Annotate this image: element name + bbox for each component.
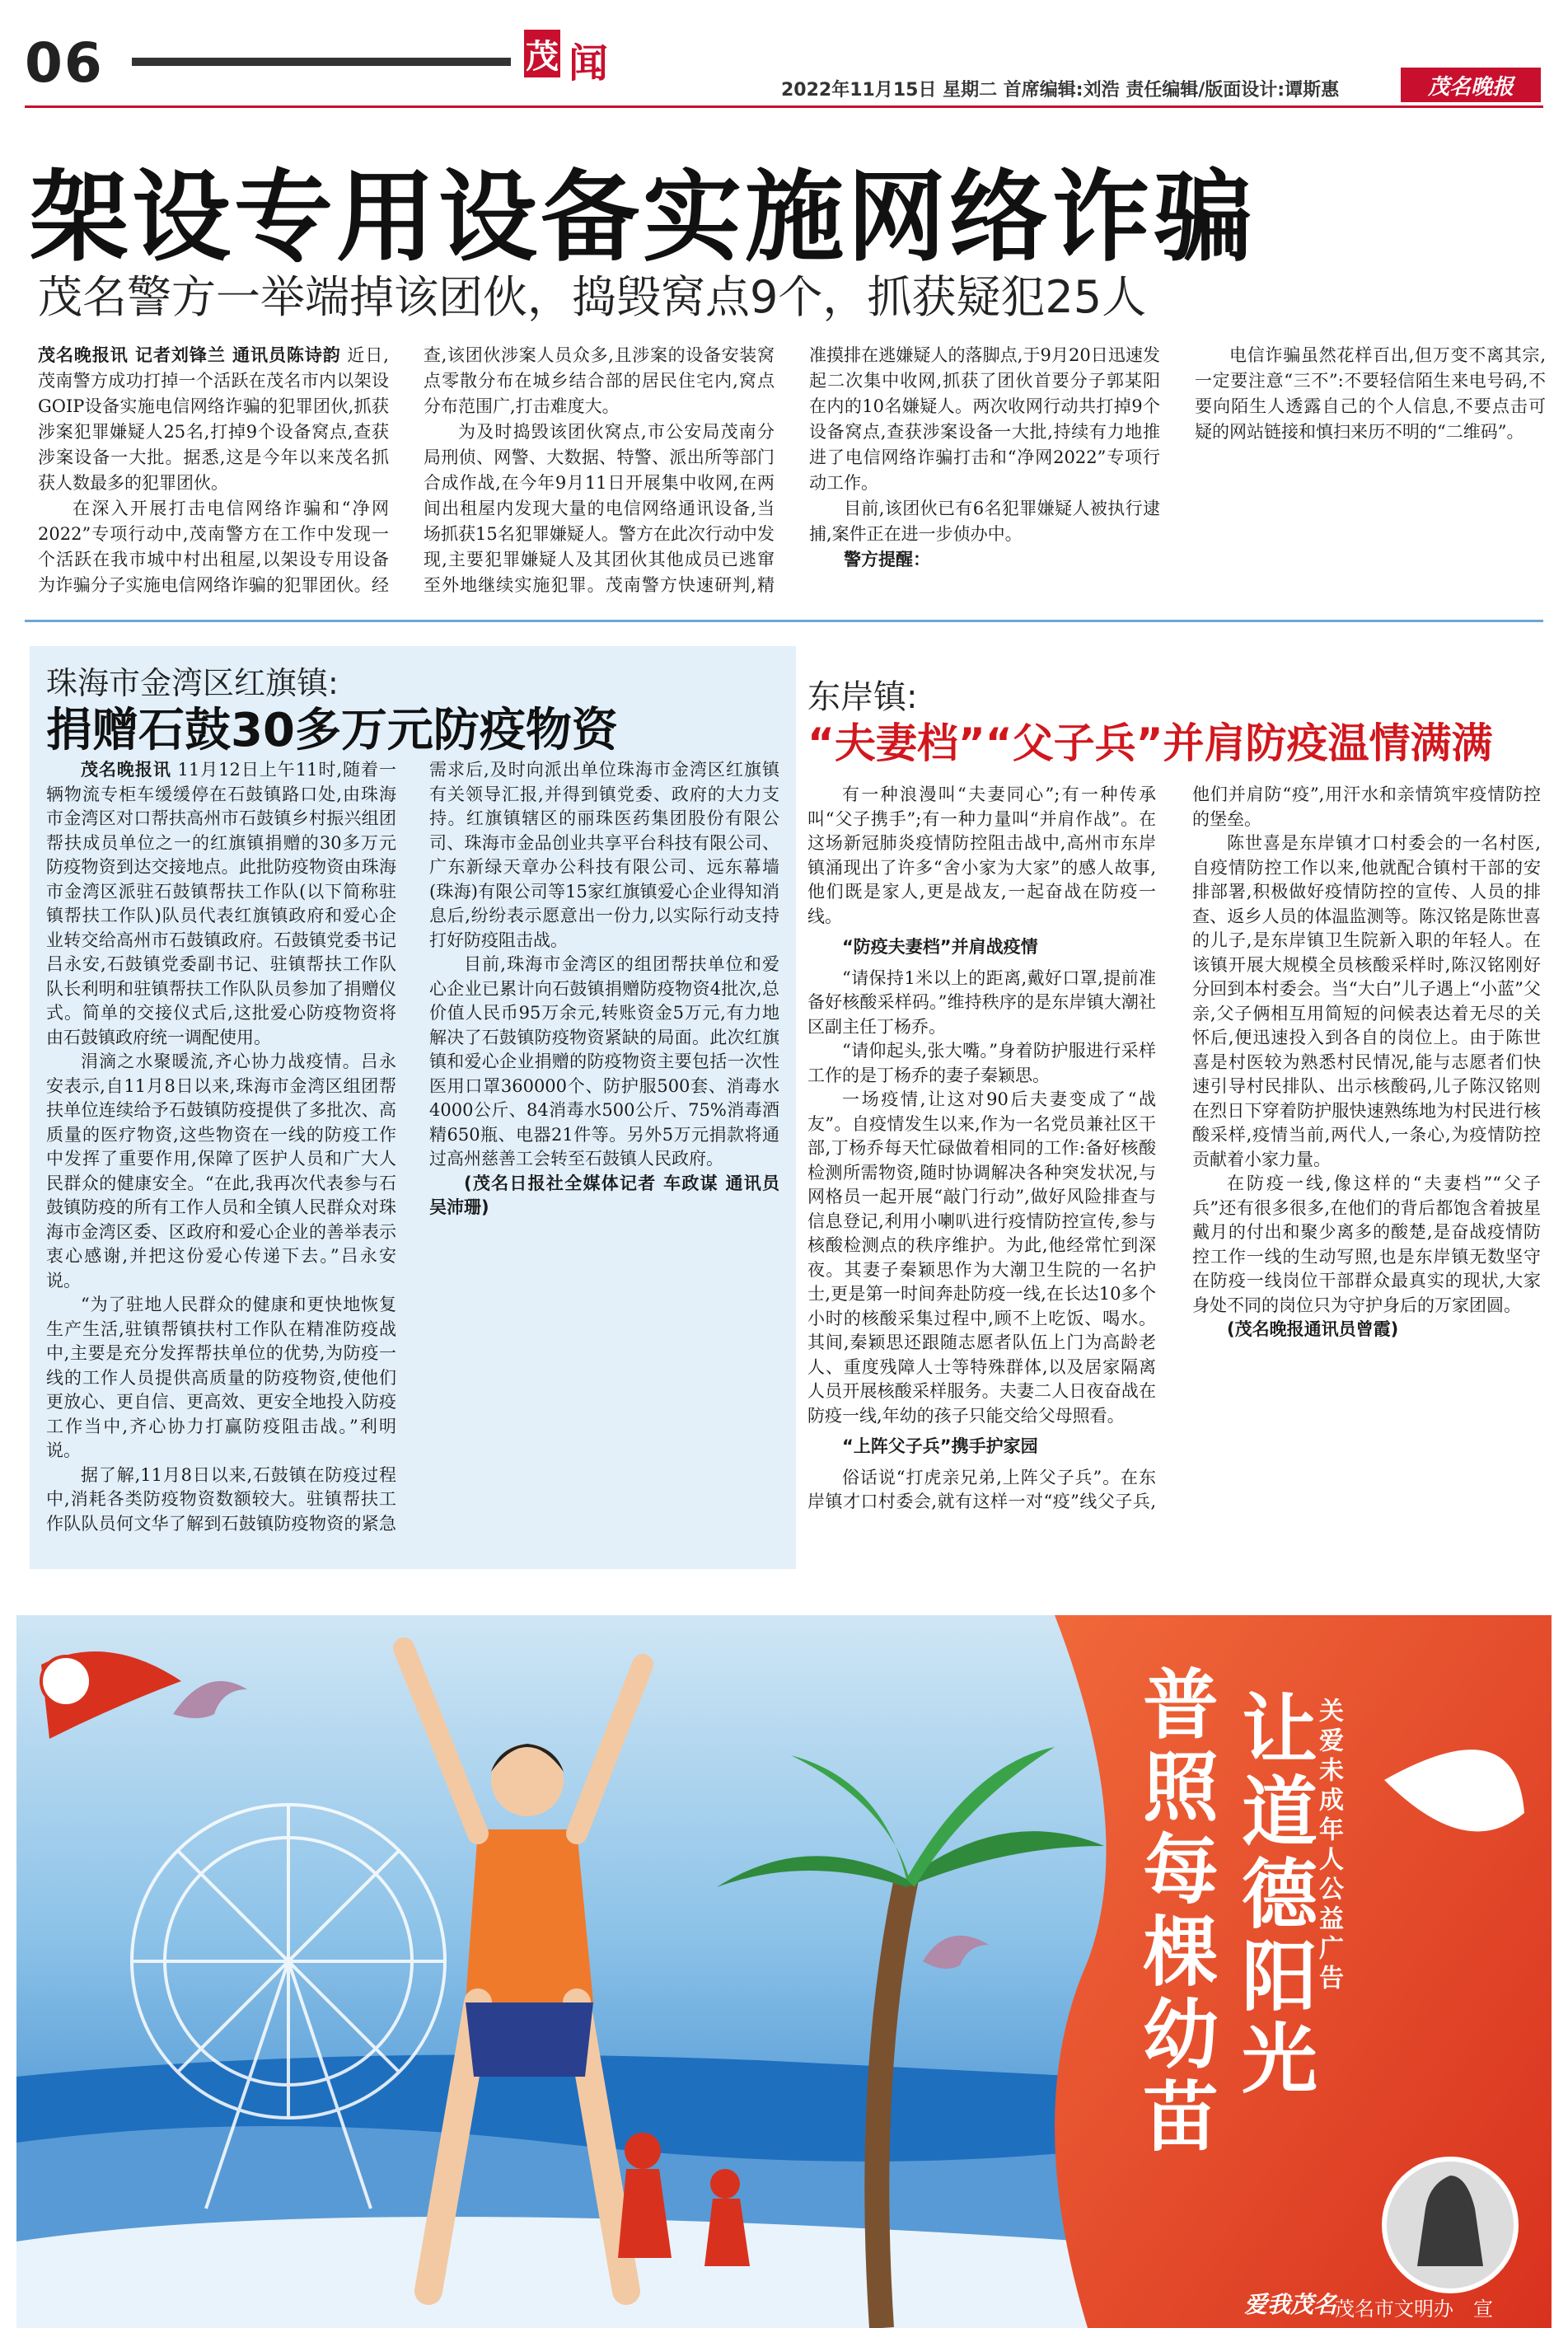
poster-slogan: 爱我茂名 (1244, 2291, 1337, 2318)
article3-paragraph: 陈世喜是东岸镇才口村委会的一名村医,自疫情防控工作以来,他就配合镇村干部的安排部署,积极做好疫情防控的宣传、人员的排查、返乡人员的体温监测等。陈汉铭是陈世喜的儿子,是东岸镇卫生院新入职的年轻人。在该镇开展大规模全员核酸采样时,陈汉铭刚好分回到本村委会。当“大白”儿子遇上“小蓝”父亲,父子俩相互用简短的问候表达着无尽的关怀后,便迅速投入到各自的岗位上。由于陈世喜是村医较为熟悉村民情况,能与志愿者们快速引导村民排队、出示核酸码,儿子陈汉铭则在烈日下穿着防护服快速熟练地为村民进行核酸采样,疫情当前,两代人,一条心,为疫情防控贡献着小家力量。 (1192, 833, 1541, 1169)
article3-body (807, 783, 1541, 1557)
poster-line1: 让道德阳光 (1229, 1689, 1318, 2101)
article3-paragraph: 一场疫情,让这对90后夫妻变成了“战友”。自疫情发生以来,作为一名党员兼社区干部,丁杨乔每天忙碌做着相同的工作:备好核酸检测所需物资,随时协调解决各种突发状况,与网格员一起开展“敲门行动”,做好风险排查与信息登记,利用小喇叭进行疫情防控宣传,参与核酸检测点的秩序维护。为此,他经常忙到深夜。其妻子秦颖思作为大潮卫生院的一名护士,更是第一时间奔赴防疫一线,在长达10多个小时的核酸采集过程中,顾不上吃饭、喝水。其间,秦颖思还跟随志愿者队伍上门为高龄老人、重度残障人士等特殊群体,以及居家隔离人员开展核酸采样服务。夫妻二人日夜奋战在防疫一线,年幼的孩子只能交给父母照看。 (807, 1089, 1156, 1426)
article2-credit: (茂名日报社全媒体记者 车政谋 通讯员 吴沛珊) (429, 1173, 779, 1217)
article3-paragraph: “请仰起头,张大嘴。”身着防护服进行采样工作的是丁杨乔的妻子秦颖思。 (807, 1041, 1156, 1085)
article3-paragraph: “请保持1米以上的距离,戴好口罩,提前准备好核酸采样码。”维持秩序的是东岸镇大潮社区副主任丁杨乔。 (807, 967, 1156, 1037)
article1-subtitle: 茂名警方一举端掉该团伙，捣毁窝点9个，抓获疑犯25人 (38, 271, 1147, 323)
article2-paragraph: 据了解,11月8日以来,石鼓镇在防疫过程中,消耗各类防疫物资数额较大。驻镇帮扶工作队队员何文华了解到石鼓镇防疫物资的紧急需求后,及时向派出单位珠海市金湾区红旗镇有关领导汇报,并得到镇党委、政府的大力支持。红旗镇辖区的丽珠医药集团股份有限公司、珠海市金品创业共享平台科技有限公司、广东新绿天章办公科技有限公司、远东幕墙(珠海)有限公司等15家红旗镇爱心企业得知消息后,纷纷表示愿意出一份力,以实际行动支持打好防疫阻击战。 (46, 760, 779, 1534)
header-divider (25, 105, 1543, 108)
article3-intro: 有一种浪漫叫“夫妻同心”;有一种传承叫“父子携手”;有一种力量叫“并肩作战”。在这场新冠肺炎疫情防控阻击战中,高州市东岸镇涌现出了许多“舍小家为大家”的感人故事,他们既是家人,更是战友,一起奋战在防疫一线。 (807, 785, 1156, 926)
article3-credit: (茂名晚报通讯员曾霞) (1227, 1319, 1399, 1339)
article1-paragraph: 为及时捣毁该团伙窝点,市公安局茂南分局刑侦、网警、大数据、特警、派出所等部门合成作战,在今年9月11日开展集中收网,在两间出租屋内发现大量的电信网络通讯设备,当场抓获15名犯罪嫌疑人。警方在此次行动中发现,主要犯罪嫌疑人及其团伙其他成员已逃窜至外地继续实施犯罪。茂南警方快速研判,精准摸排在逃嫌疑人的落脚点,于9月20日迅速发起二次集中收网,抓获了团伙首要分子郭某阳在内的10名嫌疑人。两次收网行动共打掉9个设备窝点,查获涉案设备一大批,持续有力地推进了电信网络诈骗打击和“净网2022”专项行动工作。 (424, 345, 1160, 595)
article2-byline: 茂名晚报讯 (81, 760, 171, 780)
article1-paragraph: 目前,该团伙已有6名犯罪嫌疑人被执行逮捕,案件正在进一步侦办中。 (809, 499, 1160, 544)
article2-paragraph: 涓滴之水聚暖流,齐心协力战疫情。吕永安表示,自11月8日以来,珠海市金湾区组团帮扶单位连续给予石鼓镇防疫提供了多批次、高质量的医疗物资,这些物资在一线的防疫工作中发挥了重要作用,保障了医护人员和广大人民群众的健康安全。“在此,我再次代表参与石鼓镇防疫的所有工作人员和全镇人民群众对珠海市金湾区委、区政府和爱心企业的善举表示衷心感谢,并把这份爱心传递下去。”吕永安说。 (46, 1052, 396, 1290)
article1-tip-text: 电信诈骗虽然花样百出,但万变不离其宗,一定要注意“三不”:不要轻信陌生来电号码,不要向陌生人透露自己的个人信息,不要点击可疑的网站链接和慎扫来历不明的“二维码”。 (1195, 345, 1546, 442)
article2-paragraph: 目前,珠海市金湾区的组团帮扶单位和爱心企业已累计向石鼓镇捐赠防疫物资4批次,总价值人民币95万余元,转账资金5万元,有力地解决了石鼓镇防疫物资紧缺的局面。此次红旗镇和爱心企业捐赠的防疫物资主要包括一次性医用口罩360000个、防护服500套、消毒水4000公斤、84消毒水500公斤、75%消毒酒精650瓶、电器21件等。另外5万元捐款将通过高州慈善工会转至石鼓镇人民政府。 (429, 954, 779, 1169)
poster-caption: 关爱未成年人公益广告 (1314, 1698, 1343, 1994)
article3-title: “夫妻档”“父子兵”并肩防疫温情满满 (807, 719, 1493, 767)
page-number: 06 (25, 31, 104, 95)
article1-byline: 茂名晚报讯 记者刘锋兰 通讯员陈诗韵 (38, 345, 341, 365)
column-mark: 茂 (524, 30, 560, 77)
article2-kicker: 珠海市金湾区红旗镇: (46, 665, 339, 701)
article1-title: 架设专用设备实施网络诈骗 (30, 161, 1256, 275)
article3-paragraph: 在防疫一线,像这样的“夫妻档”“父子兵”还有很多很多,在他们的背后都饱含着披星戴月的付出和聚少离多的酸楚,是奋战疫情防控工作一线的生动写照,也是东岸镇无数坚守在防疫一线岗位干部群众最真实的现状,大家身处不同的岗位只为守护身后的万家团圆。 (1192, 1173, 1541, 1315)
article2-paragraph: “为了驻地人民群众的健康和更快地恢复生产生活,驻镇帮镇扶村工作队在精准防疫战中,主要是充分发挥帮扶单位的优势,为防疫一线的工作人员提供高质量的防疫物资,使他们更放心、更自信、更高效、更安全地投入防疫工作当中,齐心协力打赢防疫阻击战。”利明说。 (46, 1295, 396, 1460)
article2-title: 捐赠石鼓30多万元防疫物资 (46, 704, 618, 757)
emblem-icon (41, 1656, 91, 1706)
article1-paragraph: 在深入开展打击电信网络诈骗和“净网2022”专项行动中,茂南警方在工作中发现一个活跃在我市城中村出租屋,以架设专用设备为诈骗分子实施电信网络诈骗的犯罪团伙。经查,该团伙涉案人员众多,且涉案的设备安装窝点零散分布在城乡结合部的居民住宅内,窝点分布范围广,打击难度大。 (38, 345, 775, 595)
dateline: 2022年11月15日 星期二 首席编辑:刘浩 责任编辑/版面设计:谭斯惠 (781, 80, 1340, 101)
article2-body (46, 758, 779, 1557)
masthead-logo: 茂名晚报 (1401, 68, 1541, 102)
header-rule (132, 58, 511, 66)
poster-organizer: 茂名市文明办 宣 (1335, 2298, 1493, 2321)
article3-subhead: “上阵父子兵”携手护家园 (842, 1436, 1038, 1456)
article3-subhead: “防疫夫妻档”并肩战疫情 (842, 937, 1038, 957)
article1-tip-title: 警方提醒： (844, 550, 930, 569)
article3-kicker: 东岸镇: (807, 678, 918, 716)
public-service-poster (16, 1615, 1552, 2328)
section-divider (25, 620, 1543, 622)
poster-line2: 普照每棵幼苗 (1130, 1665, 1219, 2159)
article3-paragraph: 俗话说“打虎亲兄弟,上阵父子兵”。在东岸镇才口村委会,就有这样一对“疫”线父子兵,他们并肩防“疫”,用汗水和亲情筑牢疫情防控的堡垒。 (807, 785, 1541, 1511)
article2-paragraph: 11月12日上午11时,随着一辆物流专柜车缓缓停在石鼓镇路口处,由珠海市金湾区对口帮扶高州市石鼓镇乡村振兴组团帮扶成员单位之一的红旗镇捐赠的30多万元防疫物资到达交接地点。此批防疫物资由珠海市金湾区派驻石鼓镇帮扶工作队(以下简称驻镇帮扶工作队)队员代表红旗镇政府和爱心企业转交给高州市石鼓镇政府。石鼓镇党委书记吕永安,石鼓镇党委副书记、驻镇帮扶工作队队长利明和驻镇帮扶工作队队员参加了捐赠仪式。简单的交接仪式后,这批爱心防疫物资将由石鼓镇政府统一调配使用。 (46, 760, 396, 1047)
column-name: 闻 (569, 40, 609, 87)
article1-paragraph: 近日,茂南警方成功打掉一个活跃在茂名市内以架设GOIP设备实施电信网络诈骗的犯罪团伙,抓获涉案犯罪嫌疑人25名,打掉9个设备窝点,查获涉案设备一大批。据悉,这是今年以来茂名抓获人数最多的犯罪团伙。 (38, 345, 389, 493)
article1-body (38, 343, 1546, 598)
